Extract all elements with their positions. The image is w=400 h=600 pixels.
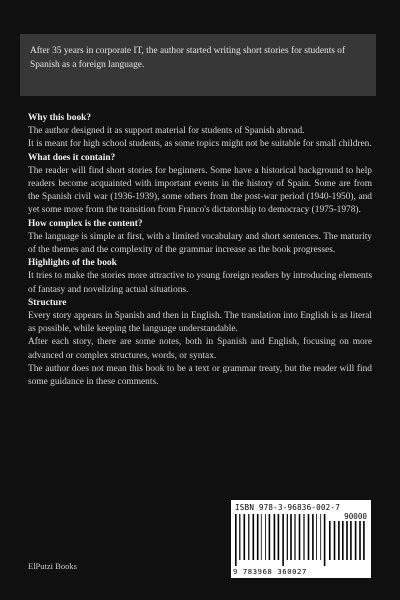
- section-paragraph: Every story appears in Spanish and then in English. The translation into English is as literal as possible, while keeping the language understandable.: [28, 311, 372, 335]
- barcode-bar: [287, 514, 288, 560]
- barcode-bar: [274, 514, 276, 560]
- price-bars: [329, 521, 367, 566]
- barcode-bar: [346, 521, 348, 560]
- barcode-bar: [363, 521, 365, 560]
- barcode-bar: [312, 514, 314, 560]
- barcode-bar: [324, 514, 326, 566]
- barcode-bar: [265, 514, 266, 560]
- barcode-bar: [261, 514, 262, 560]
- barcode-bar: [316, 514, 317, 560]
- section-paragraph: The author does not mean this book to be a text or grammar treaty, but the reader will find some guidance in these comments.: [28, 363, 372, 388]
- section-paragraph: It tries to make the stories more attractive to young foreign readers by introducing elements of fantasy and novelizing actual situations.: [28, 271, 372, 295]
- barcode-bar: [303, 514, 304, 560]
- barcode-bar: [244, 514, 246, 560]
- barcode-bar: [308, 514, 310, 560]
- barcode-bar: [290, 514, 292, 560]
- barcode-bar: [239, 514, 240, 560]
- barcode-bar: [253, 514, 255, 560]
- section-paragraph: The author designed it as support material for students of Spanish abroad.: [28, 126, 305, 137]
- back-cover-text: [28, 112, 372, 389]
- barcode-bar: [269, 514, 271, 560]
- barcode-bar: [257, 514, 259, 560]
- barcode-bar: [299, 514, 301, 560]
- barcode-bar: [338, 521, 340, 560]
- section-heading: What does it contain?: [28, 152, 116, 163]
- barcode-bar: [235, 514, 237, 566]
- ean-bars: [235, 514, 327, 566]
- section-heading: How complex is the content?: [28, 218, 143, 229]
- price-code: 90000: [344, 512, 367, 521]
- barcode-bar: [320, 514, 321, 560]
- section-heading: Highlights of the book: [28, 258, 117, 269]
- section-paragraph: After each story, there are some notes, both in Spanish and English, focusing on more advanced or complex structures, words, or syntax.: [28, 337, 372, 361]
- section-heading: Structure: [28, 297, 67, 308]
- barcode-bar: [294, 514, 295, 560]
- section-paragraph: The reader will find short stories for beginners. Some have a historical background to help readers become acquainted with important events in the history of Spain. Some are from the Spanish civil war (1936-1939), some others from the post-war period (1940-1950), and yet some more from the transition from Franco's dictatorship to democracy (1975-1978).: [28, 165, 372, 216]
- intro-text: After 35 years in corporate IT, the author started writing short stories for students of Spanish as a foreign language.: [30, 46, 346, 70]
- intro-box: [20, 34, 376, 96]
- barcode-bar: [329, 521, 331, 560]
- publisher-name: ElPutzi Books: [28, 561, 77, 571]
- barcode-bar: [350, 521, 352, 560]
- section-paragraph: It is meant for high school students, as some topics might not be suitable for small children.: [28, 139, 372, 150]
- isbn-label: ISBN 978-3-96836-002-7: [235, 503, 340, 512]
- barcode-bar: [334, 521, 336, 560]
- barcode-bar: [342, 521, 344, 560]
- section-paragraph: The language is simple at first, with a limited vocabulary and short sentences. The maturity of the themes and the complexity of the grammar increase as the book progresses.: [28, 231, 372, 256]
- ean-number: 9 783968 360027: [233, 567, 307, 576]
- barcode-bar: [282, 514, 284, 566]
- barcode-bar: [278, 514, 280, 560]
- isbn-barcode: [231, 500, 371, 578]
- barcode-bar: [355, 521, 357, 560]
- barcode-bar: [359, 521, 361, 560]
- barcode-bar: [248, 514, 249, 560]
- section-heading: Why this book?: [28, 113, 92, 123]
